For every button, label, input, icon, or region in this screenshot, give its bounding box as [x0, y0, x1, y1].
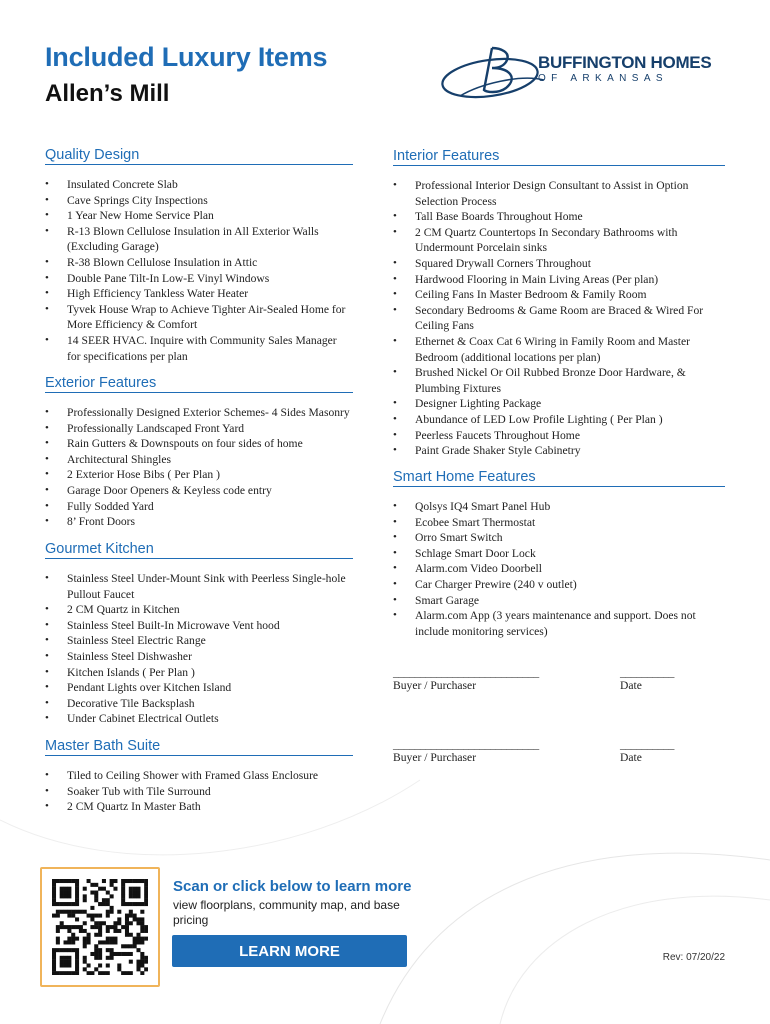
company-logo: [440, 44, 730, 106]
list-item: • Brushed Nickel Or Oil Rubbed Bronze Door Hardware, & Plumbing Fixtures: [393, 365, 725, 396]
list-item: • Soaker Tub with Tile Surround: [45, 784, 353, 800]
date-line: __________: [620, 666, 674, 679]
list-item: • R-13 Blown Cellulose Insulation in All Exterior Walls (Excluding Garage): [45, 224, 353, 255]
exterior-list: [45, 405, 353, 530]
section-exterior-features: [45, 375, 353, 530]
list-item: • Alarm.com Video Doorbell: [393, 561, 725, 577]
qr-code-icon: [52, 879, 148, 975]
list-item: • Professional Interior Design Consultant to Assist in Option Selection Process: [393, 178, 725, 209]
section-heading: Smart Home Features: [393, 469, 725, 487]
promo-text: view floorplans, community map, and base pricing: [173, 898, 400, 927]
page-subtitle: Allen’s Mill: [45, 80, 170, 107]
list-item: • Stainless Steel Electric Range: [45, 633, 353, 649]
list-item: • Tiled to Ceiling Shower with Framed Glass Enclosure: [45, 768, 353, 784]
list-item: • 2 CM Quartz In Master Bath: [45, 799, 353, 815]
interior-list: [393, 178, 725, 459]
list-item: • Designer Lighting Package: [393, 396, 725, 412]
list-item: • 8’ Front Doors: [45, 514, 353, 530]
list-item: • Garage Door Openers & Keyless code entry: [45, 483, 353, 499]
list-item: • Rain Gutters & Downspouts on four sides of home: [45, 436, 353, 452]
section-gourmet-kitchen: [45, 541, 353, 727]
signature-date-2: [620, 738, 674, 764]
list-item: • Stainless Steel Dishwasher: [45, 649, 353, 665]
logo-subtitle: OF ARKANSAS: [538, 73, 668, 84]
list-item: • Insulated Concrete Slab: [45, 177, 353, 193]
list-item: • Qolsys IQ4 Smart Panel Hub: [393, 499, 725, 515]
signature-line: ___________________________: [393, 738, 539, 751]
logo-name: BUFFINGTON HOMES: [538, 53, 712, 72]
signature-date-1: [620, 666, 674, 692]
logo-mark-icon: [440, 44, 550, 106]
page-title: Included Luxury Items: [45, 42, 328, 72]
promo-title: Scan or click below to learn more: [173, 878, 412, 895]
signature-buyer-2: [393, 738, 539, 764]
list-item: • Stainless Steel Under-Mount Sink with Peerless Single-hole Pullout Faucet: [45, 571, 353, 602]
quality-list: [45, 177, 353, 364]
revision-date: Rev: 07/20/22: [662, 952, 725, 963]
signature-line: ___________________________: [393, 666, 539, 679]
section-heading: Quality Design: [45, 147, 353, 165]
list-item: • Secondary Bedrooms & Game Room are Braced & Wired For Ceiling Fans: [393, 303, 725, 334]
list-item: • Pendant Lights over Kitchen Island: [45, 680, 353, 696]
list-item: • Kitchen Islands ( Per Plan ): [45, 665, 353, 681]
date-label: Date: [620, 679, 642, 692]
list-item: • High Efficiency Tankless Water Heater: [45, 286, 353, 302]
list-item: • 1 Year New Home Service Plan: [45, 208, 353, 224]
list-item: • Ceiling Fans In Master Bedroom & Family Room: [393, 287, 725, 303]
section-heading: Exterior Features: [45, 375, 353, 393]
section-heading: Interior Features: [393, 148, 725, 166]
section-smart-home: [393, 469, 725, 639]
list-item: • Professionally Designed Exterior Schemes- 4 Sides Masonry: [45, 405, 353, 421]
list-item: • Car Charger Prewire (240 v outlet): [393, 577, 725, 593]
qr-code[interactable]: [40, 867, 160, 987]
list-item: • Alarm.com App (3 years maintenance and support. Does not include monitoring services): [393, 608, 725, 639]
list-item: • 2 CM Quartz Countertops In Secondary Bathrooms with Undermount Porcelain sinks: [393, 225, 725, 256]
list-item: • R-38 Blown Cellulose Insulation in Attic: [45, 255, 353, 271]
list-item: • Smart Garage: [393, 593, 725, 609]
smart-list: [393, 499, 725, 639]
list-item: • Schlage Smart Door Lock: [393, 546, 725, 562]
list-item: • Decorative Tile Backsplash: [45, 696, 353, 712]
list-item: • Ethernet & Coax Cat 6 Wiring in Family Room and Master Bedroom (additional locations per plan): [393, 334, 725, 365]
list-item: • Double Pane Tilt-In Low-E Vinyl Windows: [45, 271, 353, 287]
list-item: • Paint Grade Shaker Style Cabinetry: [393, 443, 725, 459]
list-item: • Tall Base Boards Throughout Home: [393, 209, 725, 225]
section-heading: Master Bath Suite: [45, 738, 353, 756]
list-item: • Cave Springs City Inspections: [45, 193, 353, 209]
buyer-label: Buyer / Purchaser: [393, 679, 477, 692]
list-item: • Stainless Steel Built-In Microwave Vent hood: [45, 618, 353, 634]
list-item: • Tyvek House Wrap to Achieve Tighter Air-Sealed Home for More Efficiency & Comfort: [45, 302, 353, 333]
section-quality-design: [45, 147, 353, 364]
list-item: • Architectural Shingles: [45, 452, 353, 468]
learn-more-button[interactable]: LEARN MORE: [172, 935, 407, 967]
kitchen-list: [45, 571, 353, 727]
list-item: • Hardwood Flooring in Main Living Areas (Per plan): [393, 272, 725, 288]
list-item: • Under Cabinet Electrical Outlets: [45, 711, 353, 727]
bath-list: [45, 768, 353, 815]
buyer-label: Buyer / Purchaser: [393, 751, 477, 764]
list-item: • Professionally Landscaped Front Yard: [45, 421, 353, 437]
list-item: • Orro Smart Switch: [393, 530, 725, 546]
date-line: __________: [620, 738, 674, 751]
list-item: • Fully Sodded Yard: [45, 499, 353, 515]
section-master-bath: [45, 738, 353, 815]
list-item: • 14 SEER HVAC. Inquire with Community Sales Manager for specifications per plan: [45, 333, 353, 364]
signature-buyer-1: [393, 666, 539, 692]
list-item: • Ecobee Smart Thermostat: [393, 515, 725, 531]
list-item: • Squared Drywall Corners Throughout: [393, 256, 725, 272]
list-item: • 2 Exterior Hose Bibs ( Per Plan ): [45, 467, 353, 483]
list-item: • 2 CM Quartz in Kitchen: [45, 602, 353, 618]
list-item: • Peerless Faucets Throughout Home: [393, 428, 725, 444]
section-interior-features: [393, 148, 725, 459]
date-label: Date: [620, 751, 642, 764]
section-heading: Gourmet Kitchen: [45, 541, 353, 559]
list-item: • Abundance of LED Low Profile Lighting ( Per Plan ): [393, 412, 725, 428]
